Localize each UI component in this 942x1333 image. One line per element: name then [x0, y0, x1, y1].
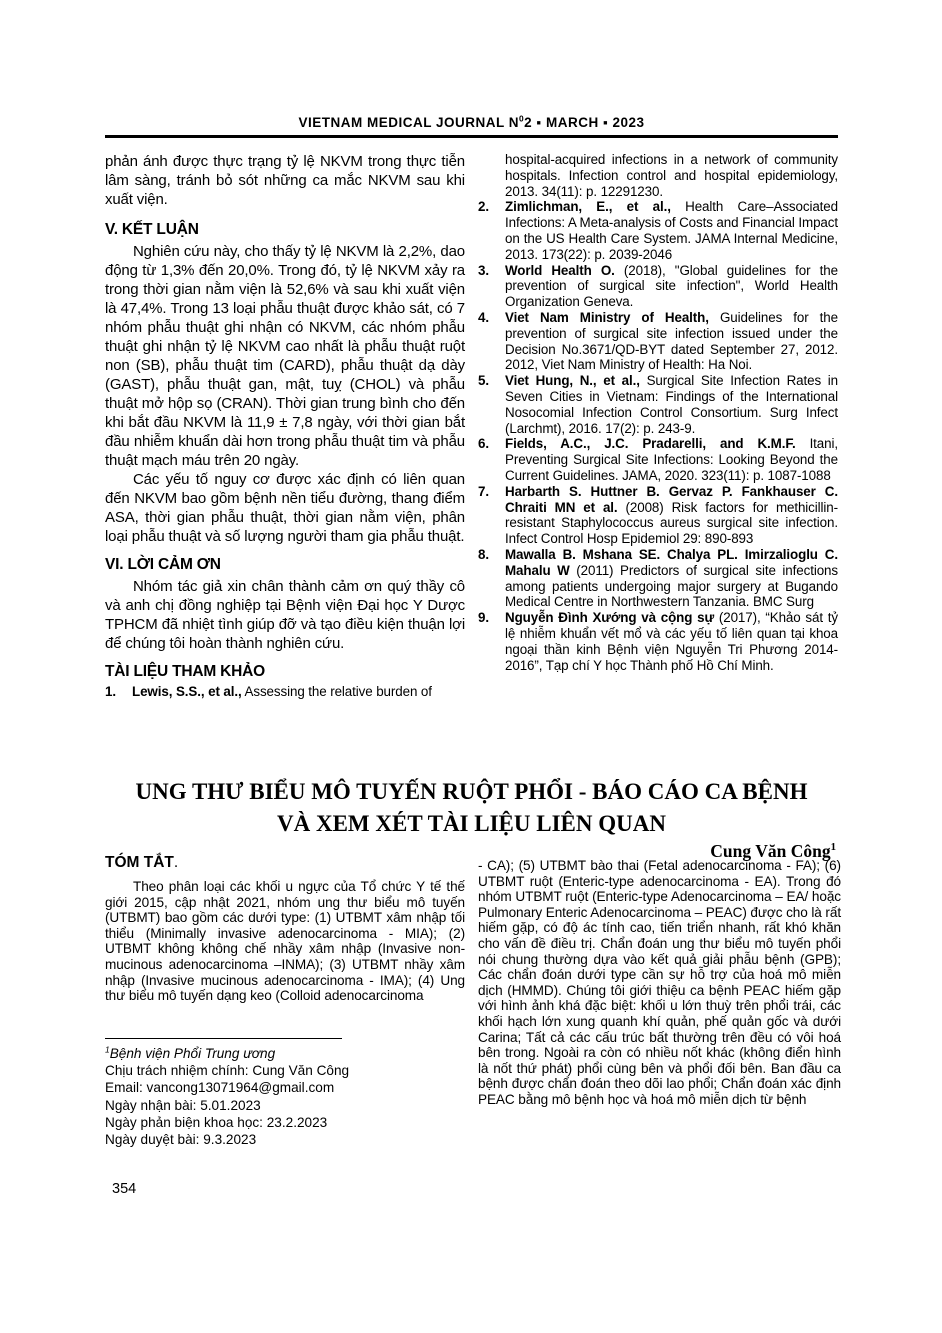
reference-item-1	[105, 684, 465, 700]
reference-text: (2017), “Khảo sát tỷ lệ nhiễm khuẩn vết mổ và các yếu tố liên quan tại khoa ngoại thần kinh Bệnh viện Nguyễn Tri Phương 2014-2016”, Tạp chí Y học Thành phố Hồ Chí Minh.	[505, 610, 839, 673]
abstract-heading-period: .	[173, 854, 179, 871]
reference-text: Itani, Preventing Surgical Site Infections: Looking Beyond the Current Guidelines. JAMA, 2020. 323(11): p. 1087-1088	[505, 436, 838, 483]
article-title-line2: VÀ XEM XÉT TÀI LIỆU LIÊN QUAN	[277, 811, 666, 836]
journal-header-issue: 2 ▪ MARCH ▪ 2023	[524, 115, 645, 130]
column-left-abstract	[105, 854, 465, 1004]
acknowledgement-paragraph: Nhóm tác giả xin chân thành cảm ơn quý thầy cô và anh chị đồng nghiệp tại Bệnh viện Đại học Y Dược TPHCM đã nhiệt tình giúp đỡ và tạo điều kiện thuận lợi để chúng tôi hoàn thành nghiên cứu.	[105, 578, 465, 652]
abstract-text-left: Theo phân loại các khối u ngực của Tổ chức Y tế thế giới 2015, cập nhật 2021, nhóm ung thư biểu mô tuyến (UTBMT) bao gồm các dưới type: (1) UTBMT xâm nhập tối thiểu (Minimally invasive adenocarcinoma - MIA); (2) UTBMT không không chế nhầy xâm nhập (Invasive non-mucinous adenocarcinoma –INMA); (3) UTBMT nhầy xâm nhập (Invasive mucinous adenocarcinoma - IMA); (4) Ung thư biểu mô tuyến dạng keo (Colloid adenocarcinoma	[105, 879, 465, 1004]
references-heading: TÀI LIỆU THAM KHẢO	[105, 663, 265, 680]
footnote-review-date: Ngày phản biện khoa học: 23.2.2023	[105, 1114, 328, 1130]
reference-item-3	[478, 263, 838, 310]
reference-number: 5.	[478, 373, 489, 389]
author-affiliation-mark: 1	[830, 841, 836, 854]
reference-text: Surgical Site Infection Rates in Seven Cities in Vietnam: Findings of the International Nosocomial Infection Control Consortium. Surg Infect (Larchmt), 2016. 17(2): p. 243-9.	[505, 373, 839, 436]
reference-item-7	[478, 484, 838, 547]
reference-item-2	[478, 199, 838, 262]
reference-authors: Viet Nam Ministry of Health,	[505, 309, 709, 325]
footnote-separator	[105, 1038, 342, 1039]
reference-item-9	[478, 610, 838, 673]
reference-text: Health Care–Associated Infections: A Meta-analysis of Costs and Financial Impact on the US Health Care System. JAMA Internal Medicine, 2013. 173(22): p. 2039-2046	[505, 199, 838, 262]
reference-item-8	[478, 547, 838, 610]
reference-item-5	[478, 373, 838, 436]
reference-authors: Lewis, S.S., et al.,	[132, 684, 242, 699]
reference-text: Guidelines for the prevention of surgical site infection issued under the Decision No.3671/QD-BYT dated September 27, 2012. 2012, Viet Nam Ministry of Health: Ha Noi.	[505, 309, 838, 373]
footnote-received-date: Ngày nhận bài: 5.01.2023	[105, 1097, 261, 1113]
reference-text: Assessing the relative burden of	[244, 684, 432, 699]
abstract-text-right: - CA); (5) UTBMT bào thai (Fetal adenocarcinoma - FA); (6) UTBMT ruột (Enteric-type adenocarcinoma - EA). Trong đó nhóm UTBMT ruột (Enteric-type Adenocarcinoma – EA/ hoặc Pulmonary Enteric Adenocarcinoma – PEAC) được cho là rất hiếm gặp, có độ ác tính cao, tiến triển nhanh, rất khó khăn cho vấn đề điều trị. Chẩn đoán ung thư biểu mô tuyến phổi nói chung thường dựa vào kết quả giải phẫu bệnh (GPB); Các chẩn đoán dưới type cần sự hỗ trợ của hoá mô miễn dịch (HMMD). Chúng tôi giới thiệu ca bệnh PEAC hiếm gặp với hình ảnh khá đặc biệt: khối u lớn thuỳ trên phổi trái, các khối hạch lớn xung quanh khí quản, phế quản gốc và dưới Carina; Tất cả các cấu trúc bất thường trên đều có vôi hoá bên trong. Ngoài ra còn có nhiều nốt khác (không điển hình là nốt thứ phát) phổi cùng bên và phổi đối bên. Ban đầu ca bệnh được chẩn đoán theo dõi lao phổi; Chẩn đoán xác định PEAC bằng mô bệnh học và hoá mô miễn dịch từ bệnh	[478, 858, 841, 1107]
article-title	[105, 776, 838, 840]
author-name: Cung Văn Công	[710, 841, 831, 861]
continuation-paragraph: phản ánh được thực trạng tỷ lệ NKVM trong thực tiễn lâm sàng, tránh bỏ sót những ca mắc NKVM sau khi xuất viện.	[105, 153, 465, 208]
reference-text: (2008) Risk factors for methicillin-resistant Staphylococcus aureus surgical site infection. Infect Control Hosp Epidemiol 29: 890-893	[505, 499, 838, 547]
reference-authors: Nguyễn Đình Xướng và cộng sự	[505, 610, 715, 626]
reference-authors: Zimlichman, E., et al.,	[505, 199, 671, 215]
reference-number: 8.	[478, 546, 489, 562]
footnote-block	[105, 1038, 465, 1148]
reference-item-4	[478, 310, 838, 373]
column-right-article1	[478, 152, 838, 673]
reference-number: 4.	[478, 309, 489, 325]
reference-number: 7.	[478, 483, 489, 499]
reference-text: (2011) Predictors of surgical site infections among patients undergoing major surgery at Bugando Medical Centre in Northwestern Tanzania. BMC Surg	[505, 562, 838, 610]
conclusion-paragraph-1: Nghiên cứu này, cho thấy tỷ lệ NKVM là 2,2%, dao động từ 1,3% đến 20,0%. Trong đó, tỷ lệ NKVM xảy ra trong thời gian nằm viện là 52,6% và sau khi xuất viện là 47,4%. Trong 13 loại phẫu thuật được khảo sát, có 7 nhóm phẫu thuật ghi nhận có NKVM, các nhóm phẫu thuật ghi nhận tỷ lệ NKVM cao nhất là phẫu thuật ruột non (SB), phẫu thuật tim (CARD), phẫu thuật dạ dày (GAST), phẫu thuật gan, mật, tuỵ (CHOL) và phẫu thuật mở hộp sọ (CRAN). Thời gian trung bình cho đến khi bắt đầu NKVM là 11,9 ± 7,8 ngày, với thời gian bắt đầu nhiễm khuẩn dài hơn trong phẫu thuật tim và phẫu thuật mạch máu trên 20 ngày.	[105, 243, 465, 469]
reference-number: 1.	[105, 684, 116, 699]
footnote-accepted-date: Ngày duyệt bài: 9.3.2023	[105, 1132, 257, 1148]
column-left-article1	[105, 152, 465, 700]
reference-number: 3.	[478, 262, 489, 278]
reference-number: 6.	[478, 436, 489, 452]
reference-authors: Mawalla B. Mshana SE. Chalya PL. Imirzalioglu C. Mahalu W	[505, 546, 838, 578]
footnote-affiliation	[105, 1045, 465, 1062]
journal-header-superscript: 0	[519, 113, 525, 124]
page-number: 354	[112, 1181, 137, 1197]
article-title-line1: UNG THƯ BIỂU MÔ TUYẾN RUỘT PHỔI - BÁO CÁO CA BỆNH	[135, 779, 808, 804]
column-right-abstract	[478, 858, 841, 1108]
reference-authors: World Health O.	[505, 262, 615, 278]
footnote-email: Email: vancong13071964@gmail.com	[105, 1080, 335, 1096]
footnote-responsible: Chịu trách nhiệm chính: Cung Văn Công	[105, 1063, 350, 1079]
reference-number: 2.	[478, 199, 489, 215]
abstract-heading-text: TÓM TẮT	[105, 854, 174, 871]
conclusion-paragraph-2: Các yếu tố nguy cơ được xác định có liên quan đến NKVM bao gồm bệnh nền tiểu đường, thang điểm ASA, thời gian phẫu thuật, thời gian nằm viện, phân loại phẫu thuật và số lượng người tham gia phẫu thuật.	[105, 471, 465, 545]
conclusion-heading: V. KẾT LUẬN	[105, 221, 199, 238]
header-rule	[105, 135, 838, 138]
reference-authors: Harbarth S. Huttner B. Gervaz P. Fankhauser C. Chraiti MN et al.	[505, 483, 838, 515]
affiliation-mark: 1	[105, 1044, 110, 1055]
journal-header-text: VIETNAM MEDICAL JOURNAL N	[298, 115, 519, 130]
acknowledgement-heading: VI. LỜI CẢM ƠN	[105, 556, 221, 573]
reference-text: (2018), "Global guidelines for the prevention of surgical site infection", World Health Organization Geneva.	[505, 262, 838, 310]
abstract-heading	[105, 854, 465, 872]
reference-item-6	[478, 436, 838, 483]
affiliation-text: Bệnh viện Phổi Trung ương	[109, 1046, 276, 1061]
reference-1-continuation: hospital-acquired infections in a network of community hospitals. Infection control and hospital epidemiology, 2013. 34(11): p. 12291230.	[505, 152, 838, 199]
reference-authors: Viet Hung, N., et al.,	[505, 373, 640, 389]
journal-header	[105, 115, 838, 130]
reference-number: 9.	[478, 610, 489, 626]
reference-authors: Fields, A.C., J.C. Pradarelli, and K.M.F.	[505, 436, 796, 452]
